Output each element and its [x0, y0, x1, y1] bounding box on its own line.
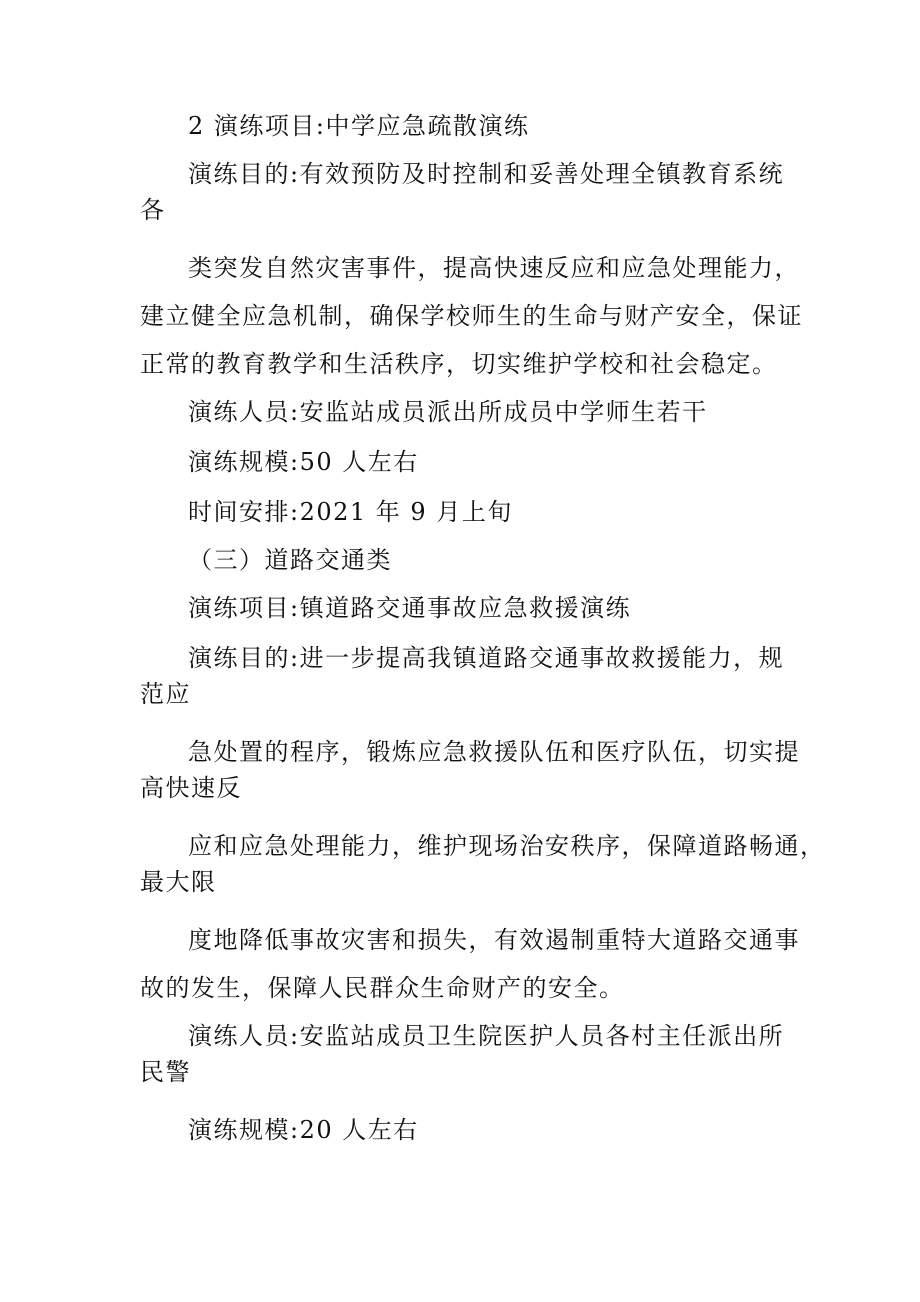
- drill-scale-line: 演练规模:20 人左右: [188, 1116, 419, 1144]
- drill-project-line: 2 演练项目:中学应急疏散演练: [188, 112, 530, 140]
- drill-scale-line: 演练规模:50 人左右: [188, 448, 419, 476]
- drill-purpose-continued: 类突发自然灾害事件，提高快速反应和应急处理能力，: [188, 254, 800, 282]
- drill-purpose-line: 演练目的:有效预防及时控制和妥善处理全镇教育系统: [188, 160, 785, 188]
- drill-purpose-continued: 建立健全应急机制，确保学校师生的生命与财产安全，保证: [140, 302, 803, 330]
- section-heading: （三）道路交通类: [188, 546, 392, 574]
- drill-purpose-continued: 故的发生，保障人民群众生命财产的安全。: [140, 974, 625, 1002]
- drill-purpose-continued: 急处置的程序，锻炼应急救援队伍和医疗队伍，切实提: [188, 738, 800, 766]
- drill-purpose-continued: 正常的教育教学和生活秩序，切实维护学校和社会稳定。: [140, 350, 778, 378]
- drill-purpose-wrap: 高快速反: [140, 774, 242, 802]
- drill-purpose-continued: 应和应急处理能力，维护现场治安秩序，保障道路畅通，: [188, 832, 826, 860]
- drill-project-line: 演练项目:镇道路交通事故应急救援演练: [188, 594, 632, 622]
- drill-purpose-wrap: 最大限: [140, 868, 217, 896]
- drill-purpose-wrap: 范应: [140, 680, 191, 708]
- drill-personnel-line: 演练人员:安监站成员卫生院医护人员各村主任派出所: [188, 1022, 785, 1050]
- drill-purpose-line: 演练目的:进一步提高我镇道路交通事故救援能力，规: [188, 644, 785, 672]
- drill-schedule-line: 时间安排:2021 年 9 月上旬: [188, 498, 513, 526]
- drill-personnel-line: 演练人员:安监站成员派出所成员中学师生若干: [188, 398, 708, 426]
- drill-purpose-continued: 度地降低事故灾害和损失，有效遏制重特大道路交通事: [188, 926, 800, 954]
- drill-personnel-wrap: 民警: [140, 1058, 191, 1086]
- drill-purpose-wrap: 各: [140, 196, 166, 224]
- document-body: [140, 108, 826, 1148]
